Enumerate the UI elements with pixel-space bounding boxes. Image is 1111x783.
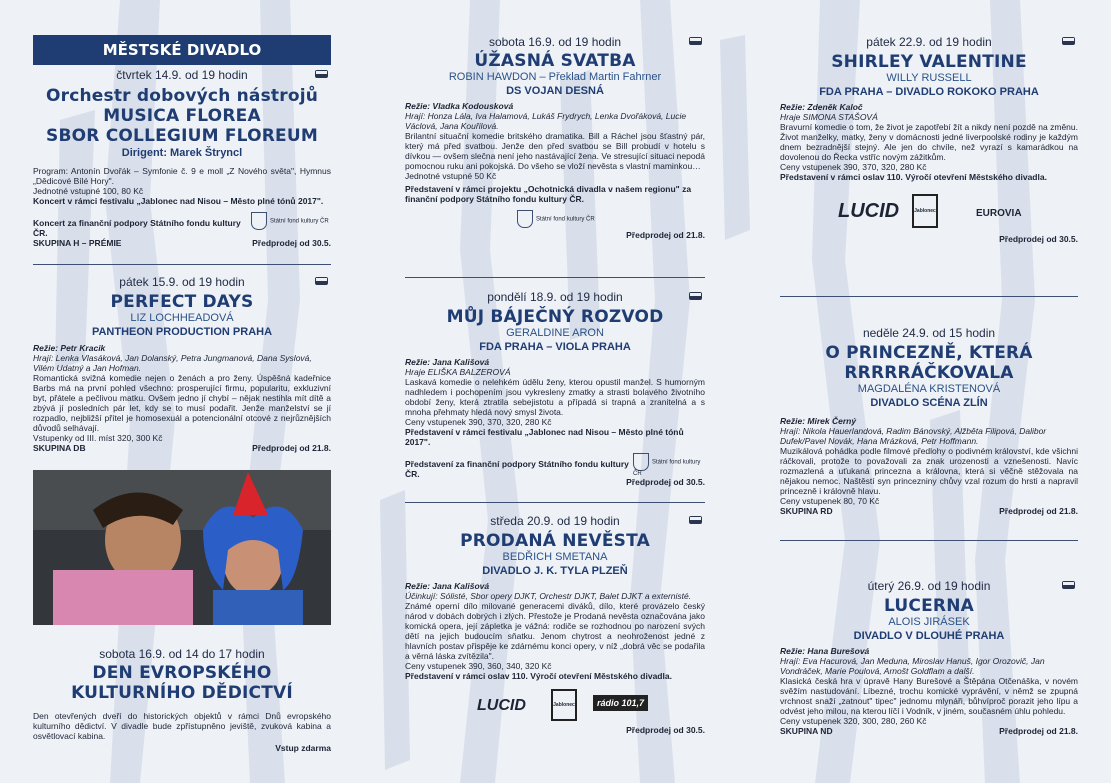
event-support: Koncert za finanční podpory Státního fondu kultury ČR. bbox=[33, 218, 241, 238]
event-cast: Hraje ELIŠKA BALZEROVÁ bbox=[405, 367, 511, 377]
event-title-line: O PRINCEZNĚ, KTERÁ bbox=[825, 343, 1033, 363]
event-description: Známé operní dílo milované generacemi diváků, dílo, které provázelo český národ v dobách dobrých i zlých. Přestože je Prodaná nevěsta označována jako komická opera, její zápletka je vážná: rodiče se rozhodnou po narození svých dětí na jejich budoucím sňatku. Jenom chytrost a neohroženost jedné z hlavních postav přispěje ke zdárnému konci opery, v níž „dobrá věc se podařila a věrná láska zvítězila". bbox=[405, 601, 705, 661]
event-date: čtvrtek 14.9. od 19 hodin bbox=[116, 68, 248, 82]
event-note: Představení v rámci festivalu „Jablonec nad Nisou – Město plné tónů 2017". bbox=[405, 427, 684, 447]
event-presale: Předprodej od 30.5. bbox=[252, 238, 331, 248]
event-date: úterý 26.9. od 19 hodin bbox=[867, 579, 991, 593]
bus-icon bbox=[315, 70, 328, 78]
event-director: Režie: Jana Kališová bbox=[405, 581, 490, 591]
event-cast: Hrají: Lenka Vlasáková, Jan Dolanský, Petra Jungmanová, Dana Syslová, Vilém Udatný a Jan Hofman. bbox=[33, 353, 312, 373]
event-company: DIVADLO SCÉNA ZLÍN bbox=[870, 397, 988, 409]
event-author: GERALDINE ARON bbox=[506, 327, 604, 339]
event-4 bbox=[405, 35, 705, 240]
event-cast: Hrají: Eva Hacurová, Jan Meduna, Miroslav Hanuš, Igor Orozovič, Jan Vondráček, Marie Poulová, Arnošt Goldflam a další. bbox=[780, 656, 1045, 676]
event-author: ALOIS JIRÁSEK bbox=[888, 616, 970, 628]
event-company: DIVADLO J. K. TYLA PLZEŇ bbox=[482, 565, 628, 577]
event-title-line: KULTURNÍHO DĚDICTVÍ bbox=[71, 683, 293, 703]
event-company: DS VOJAN DESNÁ bbox=[506, 85, 604, 97]
event-presale: Předprodej od 30.5. bbox=[626, 725, 705, 735]
event-2 bbox=[33, 275, 331, 455]
event-support: Představení za finanční podpory Státního fondu kultury ČR. bbox=[405, 459, 629, 479]
radio-logo: rádio 101,7 bbox=[593, 695, 648, 711]
event-date: sobota 16.9. od 19 hodin bbox=[488, 35, 622, 49]
sfk-logo: Státní fond kultury ČR bbox=[251, 212, 329, 230]
event-presale: Předprodej od 30.5. bbox=[626, 477, 705, 487]
sfk-logo: Státní fond kultury ČR bbox=[517, 210, 705, 228]
event-director: Režie: Petr Kracik bbox=[33, 343, 106, 353]
lucid-logo: LUCID bbox=[477, 697, 526, 714]
event-cast: Hraje SIMONA STAŠOVÁ bbox=[780, 112, 878, 122]
event-company: DIVADLO V DLOUHÉ PRAHA bbox=[853, 630, 1005, 642]
sfk-logo: Státní fond kultury ČR bbox=[633, 453, 705, 477]
event-note: Představení v rámci oslav 110. Výročí otevření Městského divadla. bbox=[405, 671, 672, 681]
event-description: Bravurní komedie o tom, že život je zapotřebí žít a nikdy není pozdě na změnu. Život manželky, matky, ženy v domácnosti jedné liverpoolské rodiny je každým dnem bezradnější stejný. Ale jen do chvíle, než vyrazí s kamarádkou na dovolenou do Řecka vstříc novým zážitkům. bbox=[780, 122, 1078, 162]
event-date: pondělí 18.9. od 19 hodin bbox=[487, 290, 623, 304]
event-entry: Vstup zdarma bbox=[275, 743, 331, 753]
event-group: SKUPINA DB bbox=[33, 443, 86, 453]
header-banner bbox=[33, 35, 331, 65]
event-director: Režie: Hana Burešová bbox=[780, 646, 870, 656]
event-presale: Předprodej od 30.5. bbox=[999, 234, 1078, 244]
event-prices: Ceny vstupenek 390, 370, 320, 280 Kč bbox=[405, 417, 552, 427]
event-author: MAGDALÉNA KRISTENOVÁ bbox=[857, 383, 1001, 395]
divider bbox=[33, 264, 331, 265]
event-date: pátek 15.9. od 19 hodin bbox=[119, 275, 245, 289]
event-photo bbox=[33, 470, 331, 625]
event-presale: Předprodej od 21.8. bbox=[999, 506, 1078, 516]
bus-icon bbox=[689, 37, 702, 45]
event-7 bbox=[780, 35, 1078, 244]
event-5 bbox=[405, 290, 705, 487]
bus-icon bbox=[1062, 581, 1075, 589]
event-prices: Jednotné vstupné 50 Kč bbox=[405, 171, 497, 181]
event-presale: Předprodej od 21.8. bbox=[999, 726, 1078, 736]
venue-label: MĚSTSKÉ DIVADLO bbox=[102, 41, 262, 59]
event-title: MŮJ BÁJEČNÝ ROZVOD bbox=[446, 307, 664, 327]
event-group: SKUPINA ND bbox=[780, 726, 833, 736]
divider bbox=[780, 540, 1078, 541]
event-cast: Účinkují: Sólisté, Sbor opery DJKT, Orchestr DJKT, Balet DJKT a externisté. bbox=[405, 591, 692, 601]
event-9 bbox=[780, 579, 1078, 738]
event-prices: Ceny vstupenek 390, 360, 340, 320 Kč bbox=[405, 661, 552, 671]
jablonec-logo: Jablonec bbox=[912, 194, 938, 228]
event-presale: Předprodej od 21.8. bbox=[626, 230, 705, 240]
event-description: Laskavá komedie o nelehkém údělu ženy, kterou opustil manžel. S humorným nadhledem i pochopením jsou vykresleny zmatky a strasti bolavého životního období ženy, která ztratila sebejistotu a případá si trapná a zranitelná a s mnoha přehmaty hledá nový smysl života. bbox=[405, 377, 705, 417]
event-group: SKUPINA H – PRÉMIE bbox=[33, 238, 122, 248]
event-1 bbox=[33, 68, 331, 250]
event-company: FDA PRAHA – DIVADLO ROKOKO PRAHA bbox=[819, 86, 1039, 98]
event-date: neděle 24.9. od 15 hodin bbox=[862, 326, 996, 340]
event-director: Režie: Jana Kališová bbox=[405, 357, 490, 367]
event-director: Režie: Vladka Kodousková bbox=[405, 101, 514, 111]
event-title-line: DEN EVROPSKÉHO bbox=[92, 663, 272, 683]
event-8 bbox=[780, 326, 1078, 518]
event-date: pátek 22.9. od 19 hodin bbox=[866, 35, 992, 49]
event-title-line: Orchestr dobových nástrojů bbox=[45, 86, 319, 106]
event-title: PRODANÁ NEVĚSTA bbox=[460, 531, 650, 551]
event-description: Klasická česká hra v úpravě Hany Burešové a Štěpána Otčenáška, v novém svěžím nastudování. Líbezné, trochu komické vyprávění, v němž se zpupná vrchnost snaží „zatnout" tipec" jednomu mlynáři, bůhvíproč porazit jeho lípu a odvést jeho milou, na kterou líčí i Vodník, v jiném, současném úhlu pohledu. bbox=[780, 676, 1078, 716]
sfk-emblem-icon bbox=[517, 210, 533, 228]
event-subtitle: Dirigent: Marek Štryncl bbox=[121, 147, 243, 159]
lucid-logo: LUCID bbox=[838, 200, 900, 222]
event-title-line: SBOR COLLEGIUM FLOREUM bbox=[46, 126, 318, 146]
event-title: SHIRLEY VALENTINE bbox=[831, 52, 1027, 72]
event-director: Režie: Mirek Černý bbox=[780, 416, 857, 426]
event-cast: Hrají: Honza Lála, Iva Halamová, Lukáš Frydrych, Lenka Dvořáková, Lucie Václová, Jana Kouřilová. bbox=[405, 111, 687, 131]
event-description: Romantická svižná komedie nejen o ženách a pro ženy. Úspěšná kadeřnice Barbs má na první pohled všechno: prosperující firmu, popularitu, exkluzivní byt, přátele a pečlivou matku. Ovšem jedno jí chybí – nějak nestihla mít dítě a zbývá jí posledních pár let, kdy se to musí podařit. Jenže manželství se jí rozpadlo, nejbližší přítel je homosexuál a potencionální otcové z nejrůznějších důvodů selhávají. bbox=[33, 373, 331, 433]
event-group: SKUPINA RD bbox=[780, 506, 833, 516]
divider bbox=[405, 277, 705, 278]
event-prices: Ceny vstupenek 390, 370, 320, 280 Kč bbox=[780, 162, 927, 172]
bus-icon bbox=[689, 292, 702, 300]
event-title: LUCERNA bbox=[884, 596, 974, 616]
event-description: Den otevřených dveří do historických objektů v rámci Dnů evropského kulturního dědictví. V divadle bude zpřístupněno jeviště, zvuková kabina a osvětlovací kabina. bbox=[33, 711, 331, 741]
sfk-emblem-icon bbox=[633, 453, 649, 471]
bus-icon bbox=[1062, 37, 1075, 45]
event-company: PANTHEON PRODUCTION PRAHA bbox=[91, 326, 273, 338]
event-presale: Předprodej od 21.8. bbox=[252, 443, 331, 453]
event-director: Režie: Zdeněk Kaloč bbox=[780, 102, 863, 112]
event-date: středa 20.9. od 19 hodin bbox=[490, 514, 620, 528]
event-author: WILLY RUSSELL bbox=[886, 72, 972, 84]
event-6 bbox=[405, 514, 705, 735]
event-title-line: RRRRRÁČKOVALA bbox=[844, 363, 1014, 383]
event-note: Představení v rámci oslav 110. Výročí otevření Městského divadla. bbox=[780, 172, 1047, 182]
sfk-emblem-icon bbox=[251, 212, 267, 230]
jablonec-logo: Jablonec bbox=[551, 689, 577, 721]
event-title: ÚŽASNÁ SVATBA bbox=[474, 51, 636, 71]
event-company: FDA PRAHA – VIOLA PRAHA bbox=[479, 341, 631, 353]
event-program: Program: Antonín Dvořák – Symfonie č. 9 e moll „Z Nového světa", Hymnus „Dědicové Bílé Hory". bbox=[33, 166, 331, 186]
eurovia-logo: EUROVIA bbox=[976, 208, 1022, 219]
event-prices: Ceny vstupenek 80, 70 Kč bbox=[780, 496, 880, 506]
event-note: Představení v rámci projektu „Ochotnická divadla v našem regionu" za finanční podpory Státního fondu kultury ČR. bbox=[405, 184, 692, 204]
event-prices: Jednotné vstupné 100, 80 Kč bbox=[33, 186, 144, 196]
event-author: ROBIN HAWDON – Překlad Martin Fahrner bbox=[448, 71, 662, 83]
event-prices: Ceny vstupenek 320, 300, 280, 260 Kč bbox=[780, 716, 927, 726]
bus-icon bbox=[315, 277, 328, 285]
event-title: PERFECT DAYS bbox=[110, 292, 254, 312]
divider bbox=[780, 296, 1078, 297]
bus-icon bbox=[689, 516, 702, 524]
event-date: sobota 16.9. od 14 do 17 hodin bbox=[99, 647, 265, 661]
event-description: Brilantní situační komedie britského dramatika. Bill a Ráchel jsou šťastný pár, který má před svatbou. Jenže den před svatbou se Bill probudí v hotelu s dívkou — ovšem slečna není jeho nastávající žena. Ve stresující situaci nepodá pomocnou ruku ani pokojská. Do všeho se vloží nevěsta s vlastní maminkou… bbox=[405, 131, 705, 171]
event-note: Koncert v rámci festivalu „Jablonec nad Nisou – Město plné tónů 2017". bbox=[33, 196, 324, 206]
event-cast: Hrají: Nikola Hauerlandová, Radim Bánovský, Alžběta Filipová, Dalibor Dufek/Pavel Novák, Hana Mrázková, Petr Hoffmann. bbox=[780, 426, 1047, 446]
event-title-line: MUSICA FLOREA bbox=[103, 106, 261, 126]
divider bbox=[405, 502, 705, 503]
event-author: LIZ LOCHHEADOVÁ bbox=[130, 312, 234, 324]
event-prices: Vstupenky od III. míst 320, 300 Kč bbox=[33, 433, 163, 443]
event-author: BEDŘICH SMETANA bbox=[502, 551, 608, 563]
event-3 bbox=[33, 647, 331, 753]
event-description: Muzikálová pohádka podle filmové předlohy o podivném království, kde všichni ráčkovali, protože to považovali za znak urozenosti a vznešenosti. Navíc rozmazlená a uťukaná princezna a královna, která si věčně stěžovala na nějakou nemoc. Naštěstí syn princezniny chůvy vzal rozum do hrsti a napravil princezně i královně hlavu. bbox=[780, 446, 1078, 496]
